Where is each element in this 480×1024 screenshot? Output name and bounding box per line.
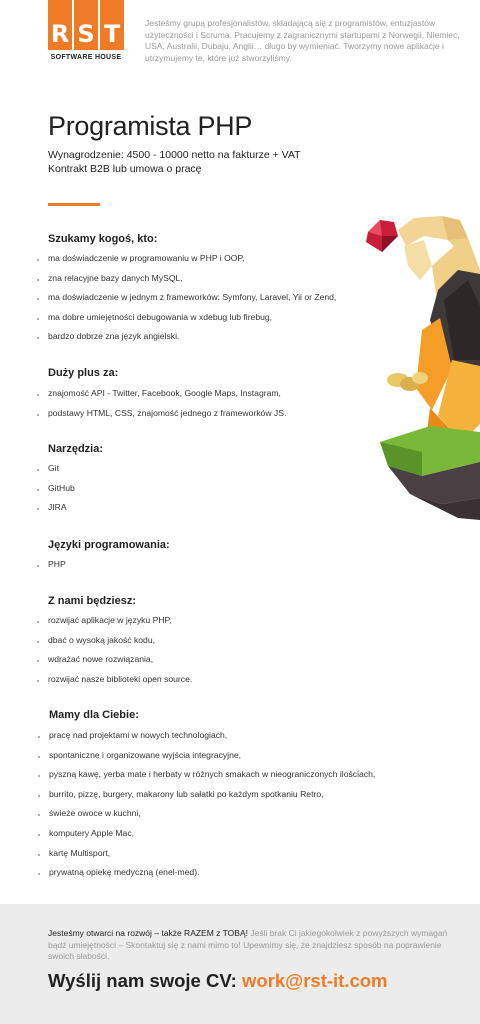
list-item: komputery Apple Mac, bbox=[49, 828, 375, 848]
tools-list bbox=[48, 463, 75, 522]
section-heading-requirements: Szukamy kogoś, kto: bbox=[48, 233, 158, 245]
list-item: burrito, pizzę, burgery, makarony lub sałatki po każdym spotkaniu Retro, bbox=[49, 789, 375, 809]
list-item: rozwijać nasze biblioteki open source. bbox=[48, 674, 192, 694]
list-item: podstawy HTML, CSS, znajomość jednego z frameworków JS. bbox=[48, 408, 286, 428]
list-item: Git bbox=[48, 463, 75, 483]
list-item: ma doświadczenie w programowaniu w PHP i OOP, bbox=[48, 253, 336, 273]
footer-note-text: Jeśli brak Ci jakiegokolwiek z powyższych wymagań bądź umiejętności – Skontaktuj się z nami mimo to! Upewnimy się, że znajdziesz sposób na poprawienie swoich słabości. bbox=[48, 928, 448, 961]
list-item: ma doświadczenie w jednym z frameworków: Symfony, Laravel, Yii or Zend, bbox=[48, 292, 336, 312]
list-item: wdrażać nowe rozwiązania, bbox=[48, 654, 192, 674]
cv-call-to-action bbox=[48, 970, 388, 992]
list-item: PHP bbox=[48, 559, 66, 579]
salary-text: Wynagrodzenie: 4500 - 10000 netto na fakturze + VAT bbox=[48, 149, 301, 161]
section-heading-duties: Z nami będziesz: bbox=[48, 595, 137, 607]
logo-letter-r: R bbox=[50, 20, 70, 48]
section-heading-languages: Języki programowania: bbox=[48, 539, 170, 551]
list-item: pracę nad projektami w nowych technologiach, bbox=[49, 730, 375, 750]
list-item: kartę Multisport, bbox=[49, 848, 375, 868]
cta-label: Wyślij nam swoje CV: bbox=[48, 970, 242, 991]
bonus-list bbox=[48, 388, 286, 427]
benefits-list bbox=[49, 730, 375, 887]
list-item: bardzo dobrze zna język angielski. bbox=[48, 331, 336, 351]
list-item: zna relacyjne bazy danych MySQL, bbox=[48, 273, 336, 293]
list-item: świeże owoce w kuchni, bbox=[49, 808, 375, 828]
job-title: Programista PHP bbox=[48, 111, 253, 141]
section-heading-tools: Narzędzia: bbox=[48, 443, 104, 455]
section-heading-bonus: Duży plus za: bbox=[48, 367, 119, 379]
languages-list bbox=[48, 559, 66, 579]
contract-text: Kontrakt B2B lub umowa o pracę bbox=[48, 163, 202, 175]
list-item: GitHub bbox=[48, 483, 75, 503]
logo-letter-s: S bbox=[77, 20, 95, 48]
footer-note bbox=[48, 928, 448, 963]
company-intro: Jesteśmy grupą profesjonalistów, składającą się z programistów, entuzjastów użyteczności i Scruma. Pracujemy z zagranicznymi startupami z Norwegii, Niemiec, USA, Australii, Dubaju, Anglii… długo by wymieniać. Tworzymy nowe aplikacje i utrzymujemy te, które już stworzyliśmy. bbox=[145, 18, 460, 63]
list-item: rozwijać aplikacje w języku PHP, bbox=[48, 615, 192, 635]
list-item: JIRA bbox=[48, 502, 75, 522]
email-link[interactable]: work@rst-it.com bbox=[241, 970, 388, 991]
list-item: dbać o wysoką jakość kodu, bbox=[48, 635, 192, 655]
list-item: znajomość API - Twitter, Facebook, Google Maps, Instagram, bbox=[48, 388, 286, 408]
list-item: pyszną kawę, yerba mate i herbaty w różnych smakach w nieograniczonych ilościach, bbox=[49, 769, 375, 789]
accent-divider bbox=[48, 203, 100, 206]
logo-letter-t: T bbox=[103, 20, 121, 48]
ruby-gem-icon bbox=[366, 220, 398, 252]
duties-list bbox=[48, 615, 192, 693]
section-heading-benefits: Mamy dla Ciebie: bbox=[49, 709, 139, 721]
list-item: spontaniczne i organizowane wyjścia integracyjne, bbox=[49, 750, 375, 770]
footer-panel bbox=[0, 904, 480, 1024]
lowpoly-character-illustration bbox=[358, 210, 480, 522]
list-item: prywatną opiekę medyczną (enel-med). bbox=[49, 867, 375, 887]
logo-subtitle: SOFTWARE HOUSE bbox=[50, 54, 122, 61]
footer-lead: Jesteśmy otwarci na rozwój – także RAZEM z TOBĄ! bbox=[48, 928, 248, 938]
requirements-list bbox=[48, 253, 336, 351]
job-terms bbox=[48, 148, 301, 176]
list-item: ma dobre umiejętności debugowania w xdebug lub firebug, bbox=[48, 312, 336, 332]
rst-logo[interactable] bbox=[48, 0, 124, 66]
